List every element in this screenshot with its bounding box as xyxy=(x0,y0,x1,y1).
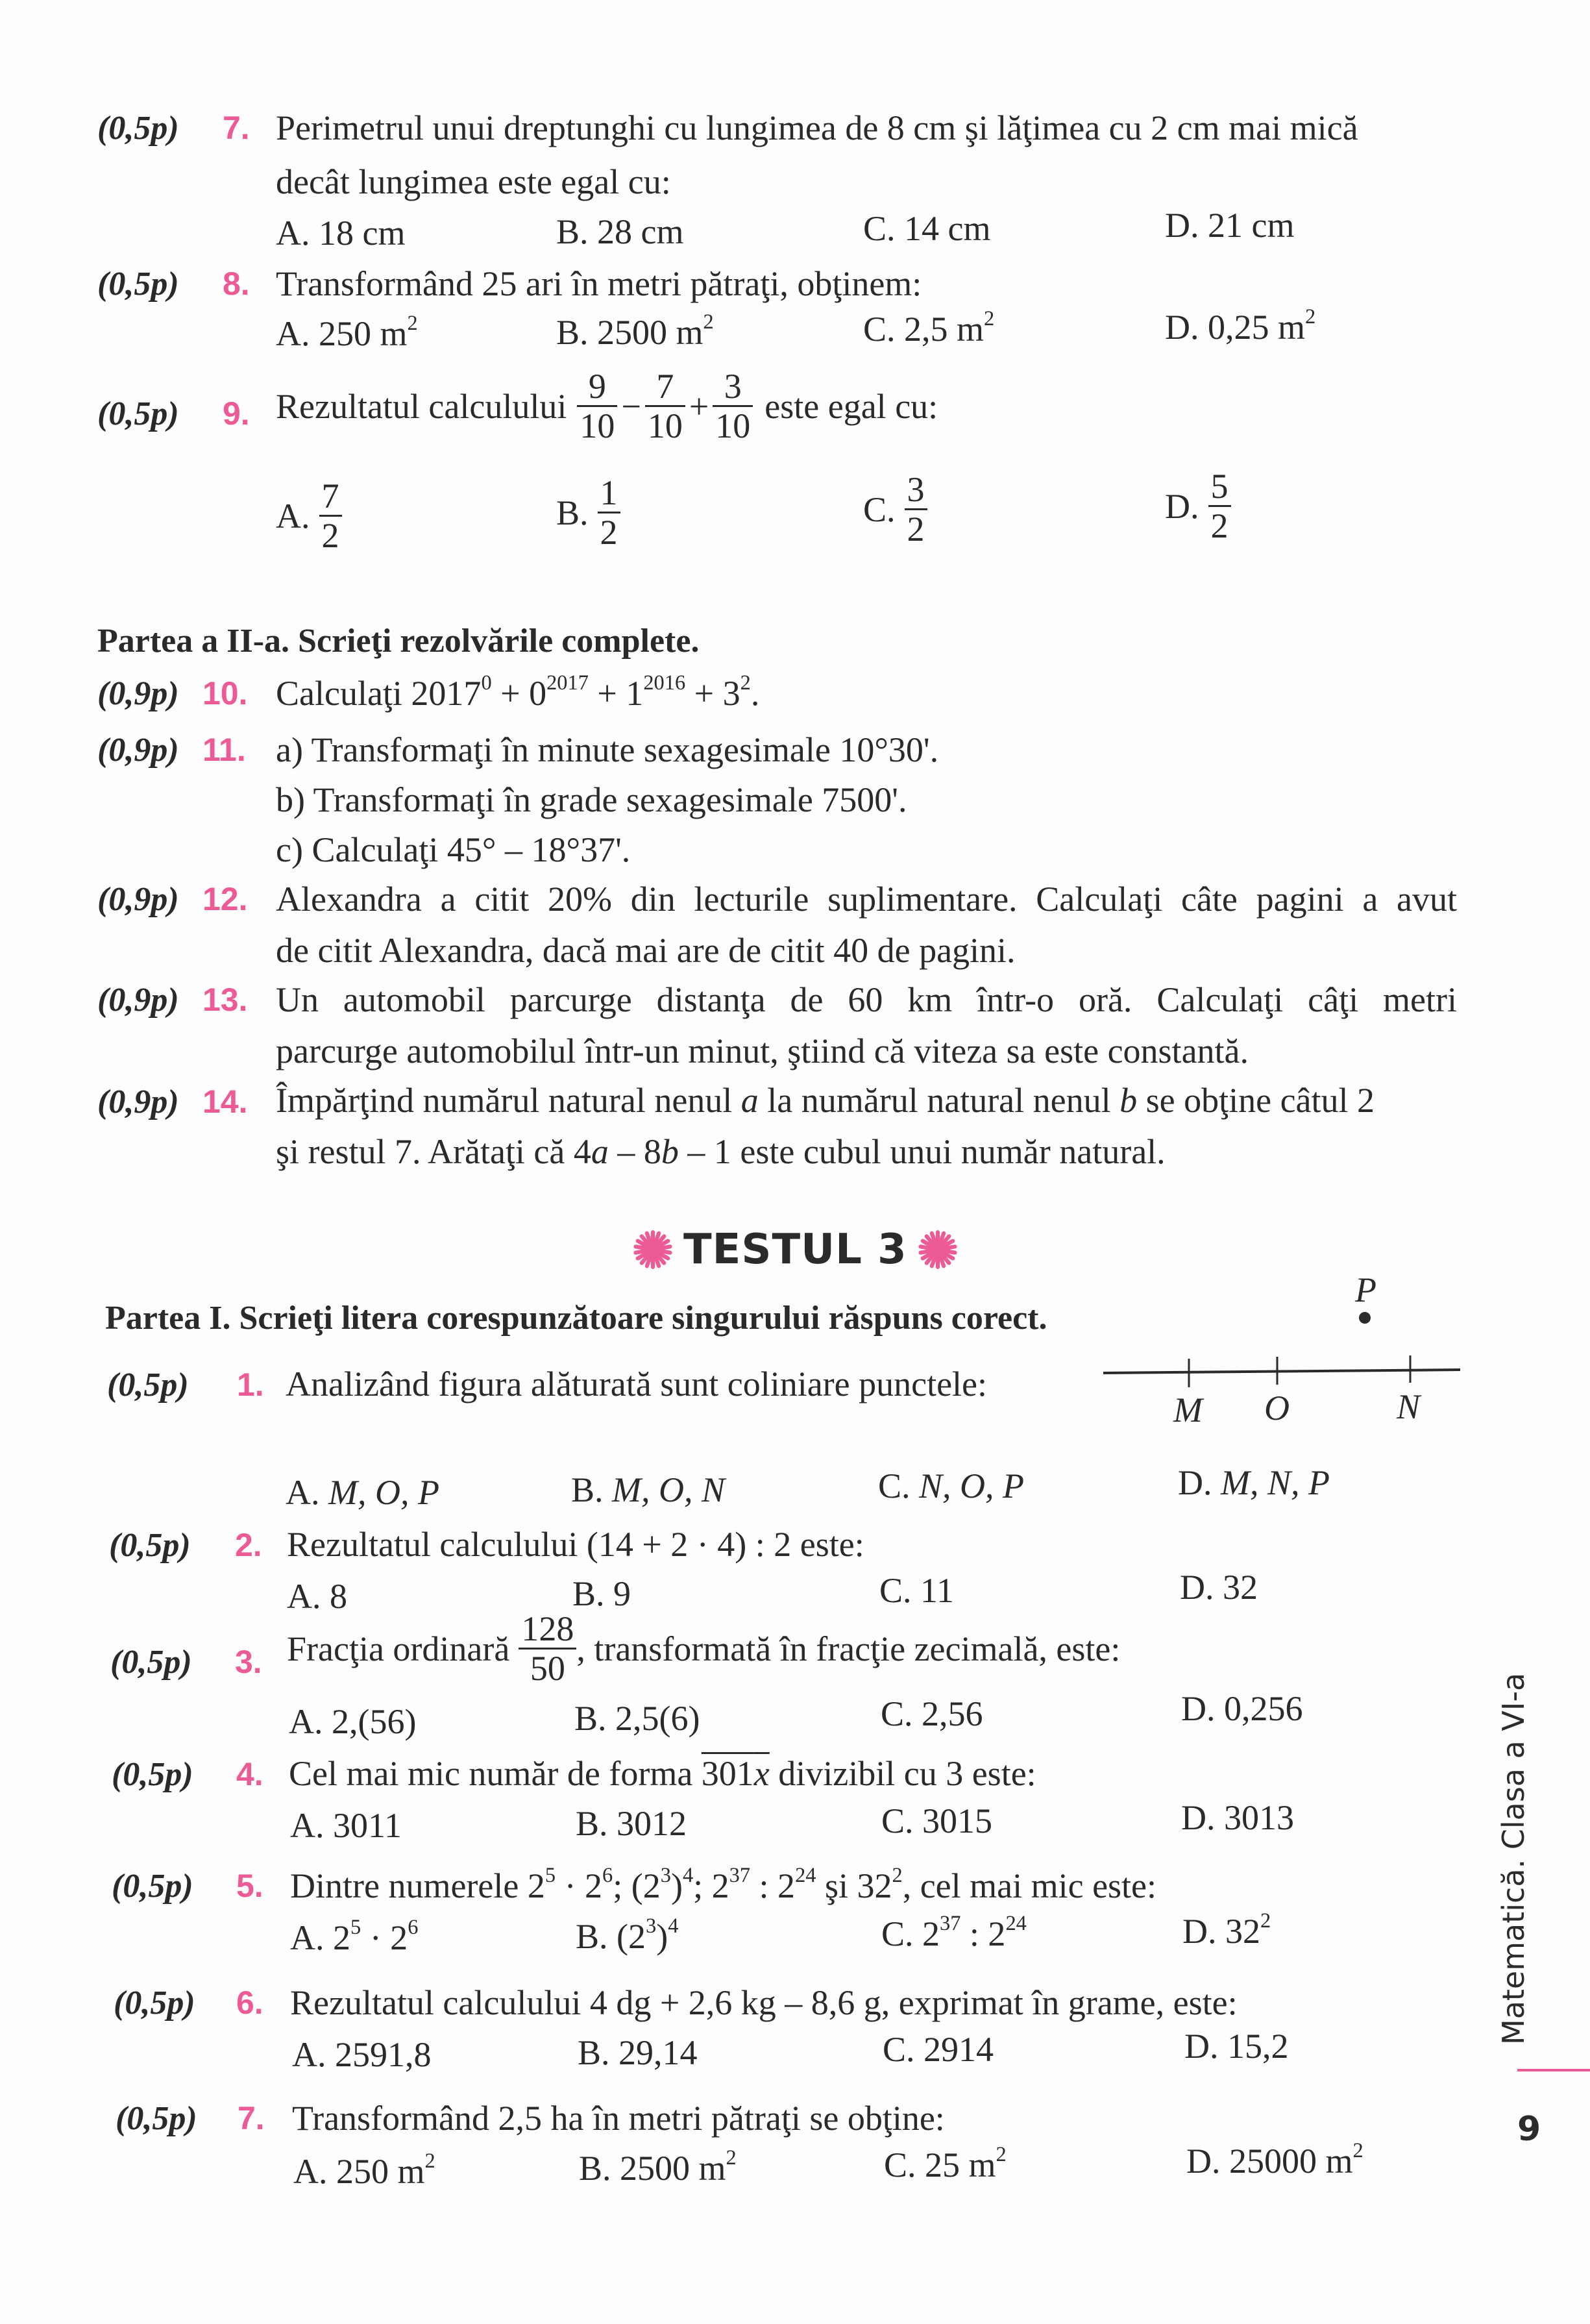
text-part: D. 32 xyxy=(1182,1912,1260,1951)
option-d xyxy=(1165,467,1235,545)
text-part: : 2 xyxy=(750,1866,796,1905)
exponent: 2 xyxy=(726,2145,737,2169)
option-d: D. 32 xyxy=(1180,1568,1258,1607)
option-c: C. 14 cm xyxy=(863,209,991,248)
label-p: P xyxy=(1355,1270,1376,1309)
option-letter: A. xyxy=(286,1473,320,1512)
option-b: B. 3012 xyxy=(576,1804,687,1843)
option-value: C. 25 m xyxy=(884,2145,996,2184)
option-c: C. 3015 xyxy=(881,1801,993,1840)
question-text: Perimetrul unui dreptunghi cu lungimea de 8 cm şi lăţimea cu 2 cm mai mică xyxy=(276,108,1358,147)
option-d: D. 3013 xyxy=(1181,1798,1294,1837)
exponent: 2 xyxy=(703,310,714,334)
option-c: C. 2914 xyxy=(883,2030,994,2069)
text-part: ) xyxy=(670,1866,683,1905)
fraction xyxy=(1208,467,1231,545)
subquestion-a: a) Transformaţi în minute sexagesimale 10°30'. xyxy=(276,730,939,769)
option-d: D. 15,2 xyxy=(1184,2027,1289,2066)
exponent: 3 xyxy=(646,1914,657,1938)
variable: a xyxy=(591,1132,609,1171)
label-n: N xyxy=(1397,1387,1421,1425)
score-label: (0,5p) xyxy=(107,1366,189,1403)
option-b: B. 2,5(6) xyxy=(574,1699,700,1738)
overlined-number xyxy=(702,1754,770,1793)
variable: a xyxy=(740,1081,759,1120)
numerator: 3 xyxy=(907,470,925,509)
option-a xyxy=(293,2149,435,2191)
book-title: Matematică. Clasa a VI-a xyxy=(1496,1672,1531,2045)
subquestion-b: b) Transformaţi în grade sexagesimale 7500'. xyxy=(276,780,907,819)
section-heading: Partea I. Scrieţi litera corespunzătoare singurului răspuns corect. xyxy=(105,1300,1047,1337)
flower-icon xyxy=(918,1230,958,1270)
test-title-text: TESTUL 3 xyxy=(683,1226,907,1274)
question-number: 3. xyxy=(235,1644,262,1680)
option-c: C. 11 xyxy=(879,1571,955,1610)
option-letter: D. xyxy=(1165,486,1199,526)
score-label: (0,5p) xyxy=(112,1756,193,1793)
option-c xyxy=(863,471,931,548)
question-number: 6. xyxy=(236,1984,263,2021)
option-c xyxy=(881,1911,1027,1953)
exponent: 2 xyxy=(1260,1909,1271,1933)
question-text: parcurge automobilul într-un minut, ştiind că viteza sa este constantă. xyxy=(276,1032,1249,1070)
denominator: 10 xyxy=(647,406,683,445)
score-label: (0,5p) xyxy=(97,110,179,147)
exponent: 5 xyxy=(544,1863,556,1887)
option-a xyxy=(290,1915,419,1957)
exponent: 4 xyxy=(682,1863,694,1887)
text-part: + 3 xyxy=(685,674,740,713)
text-part: ) xyxy=(656,1917,668,1956)
numerator: 3 xyxy=(724,367,742,406)
option-letter: A. xyxy=(276,496,310,536)
question-number: 7. xyxy=(238,2100,265,2136)
fraction xyxy=(645,367,685,445)
question-text: Rezultatul calculului (14 + 2 · 4) : 2 este: xyxy=(287,1525,864,1564)
question-text xyxy=(276,1083,1375,1118)
question-text: de citit Alexandra, dacă mai are de citit 40 de pagini. xyxy=(276,931,1016,970)
score-label: (0,9p) xyxy=(97,732,179,769)
question-text xyxy=(276,367,938,445)
question-number: 9. xyxy=(223,395,250,432)
numerator: 128 xyxy=(521,1609,574,1648)
question-text xyxy=(290,1863,1157,1905)
option-b: B. 28 cm xyxy=(556,212,684,251)
question-text xyxy=(276,1134,1166,1169)
question-number: 12. xyxy=(202,881,248,917)
exponent: 2 xyxy=(1352,2138,1364,2162)
option-letter: B. xyxy=(556,493,589,532)
option-b: B. 9 xyxy=(572,1574,631,1613)
subquestion-c: c) Calculaţi 45° – 18°37'. xyxy=(276,830,631,869)
label-o: O xyxy=(1264,1389,1290,1425)
text-part: + 1 xyxy=(588,674,644,713)
question-text xyxy=(276,671,760,713)
question-prefix: Fracţia ordinară xyxy=(287,1629,510,1668)
exponent: 2 xyxy=(424,2149,435,2173)
exponent: 5 xyxy=(350,1915,361,1939)
option-d xyxy=(1178,1465,1330,1500)
question-number: 11. xyxy=(202,732,246,768)
score-label: (0,5p) xyxy=(97,395,179,432)
exponent: 37 xyxy=(940,1911,961,1935)
variable: b xyxy=(1119,1081,1138,1120)
fraction xyxy=(905,471,927,548)
question-text: Alexandra a citit 20% din lecturile suplimentare. Calculaţi câte pagini a avut xyxy=(276,880,1457,919)
option-letter: D. xyxy=(1178,1463,1212,1502)
denominator: 10 xyxy=(580,406,615,445)
option-value: M, O, N xyxy=(612,1470,726,1509)
text-part: · 2 xyxy=(361,1918,408,1957)
option-b xyxy=(556,474,624,551)
divider xyxy=(1517,2069,1590,2071)
text-part: şi 32 xyxy=(816,1866,892,1905)
exponent: 0 xyxy=(481,671,492,695)
option-value: D. 25000 m xyxy=(1186,2142,1353,2181)
option-letter: C. xyxy=(878,1466,911,1505)
point-p xyxy=(1359,1312,1371,1324)
denominator: 2 xyxy=(321,516,339,555)
question-suffix: divizibil cu 3 este: xyxy=(769,1754,1036,1793)
option-letter: C. xyxy=(863,489,896,529)
exponent: 2 xyxy=(892,1863,903,1887)
exponent: 2017 xyxy=(546,671,589,695)
operator: − xyxy=(621,386,641,426)
option-c xyxy=(863,306,995,349)
text-part: : 2 xyxy=(960,1914,1006,1953)
numerator: 1 xyxy=(600,473,618,512)
exponent: 2 xyxy=(740,671,751,695)
question-text: Transformând 2,5 ha în metri pătraţi se obţine: xyxy=(292,2099,945,2138)
question-text: decât lungimea este egal cu: xyxy=(276,162,671,201)
exponent: 3 xyxy=(660,1863,671,1887)
score-label: (0,9p) xyxy=(97,675,179,712)
score-label: (0,9p) xyxy=(97,1083,179,1120)
page-number: 9 xyxy=(1517,2110,1541,2149)
exponent: 4 xyxy=(668,1914,679,1938)
text-part: Calculaţi 2017 xyxy=(276,674,482,713)
score-label: (0,5p) xyxy=(97,266,179,303)
denominator: 2 xyxy=(907,510,925,549)
option-value: A. 250 m xyxy=(276,314,408,353)
fraction xyxy=(598,474,620,551)
score-label: (0,9p) xyxy=(97,881,179,918)
text-part: · 2 xyxy=(556,1866,603,1905)
variable: x xyxy=(753,1754,770,1793)
fraction xyxy=(319,477,342,554)
option-c xyxy=(884,2142,1007,2184)
question-text xyxy=(287,1610,1120,1687)
exponent: 2 xyxy=(996,2142,1007,2166)
exponent: 2 xyxy=(407,311,418,335)
option-d xyxy=(1165,304,1316,347)
text-part: se obţine câtul 2 xyxy=(1137,1081,1375,1120)
label-m: M xyxy=(1173,1391,1203,1425)
flower-icon xyxy=(633,1230,673,1270)
option-value: C. 2,5 m xyxy=(863,310,985,349)
score-label: (0,5p) xyxy=(116,2100,197,2137)
score-label: (0,9p) xyxy=(97,982,179,1019)
option-letter: B. xyxy=(571,1470,604,1509)
text-part: la numărul natural nenul xyxy=(758,1081,1120,1120)
option-b xyxy=(576,1914,679,1956)
option-b xyxy=(571,1472,725,1507)
option-value: A. 250 m xyxy=(293,2152,425,2191)
score-label: (0,5p) xyxy=(110,1644,192,1681)
option-b: B. 29,14 xyxy=(578,2033,698,2072)
denominator: 2 xyxy=(1210,506,1229,545)
question-prefix: Rezultatul calculului xyxy=(276,386,567,426)
option-a: A. 3011 xyxy=(290,1806,402,1845)
fraction xyxy=(577,367,617,445)
question-number: 5. xyxy=(236,1868,263,1904)
option-value: D. 0,25 m xyxy=(1165,308,1305,347)
text-part: C. 2 xyxy=(881,1914,940,1953)
collinear-points-figure xyxy=(1090,1269,1467,1425)
question-number: 4. xyxy=(236,1756,263,1792)
fraction xyxy=(713,367,753,445)
option-value: B. 2500 m xyxy=(556,313,703,352)
text-part: Dintre numerele 2 xyxy=(290,1866,545,1905)
score-label: (0,5p) xyxy=(109,1527,191,1564)
numerator: 7 xyxy=(656,367,674,406)
numerator: 9 xyxy=(588,367,606,406)
text-part: Împărţind numărul natural nenul xyxy=(276,1081,741,1120)
question-number: 8. xyxy=(223,266,250,302)
denominator: 10 xyxy=(715,406,751,445)
operator: + xyxy=(689,386,709,426)
option-a xyxy=(276,477,346,554)
option-b xyxy=(556,310,714,352)
question-text: Rezultatul calculului 4 dg + 2,6 kg – 8,6 g, exprimat în grame, este: xyxy=(290,1983,1238,2022)
text-part: + 0 xyxy=(491,674,547,713)
option-a xyxy=(286,1475,439,1510)
variable: b xyxy=(661,1132,679,1171)
exponent: 2016 xyxy=(643,671,686,695)
test-title xyxy=(633,1226,958,1274)
exponent: 24 xyxy=(795,1863,816,1887)
option-c: C. 2,56 xyxy=(881,1694,983,1733)
question-number: 2. xyxy=(235,1527,262,1563)
score-label: (0,5p) xyxy=(114,1984,195,2021)
option-value: N, O, P xyxy=(919,1466,1025,1505)
text-part: A. 2 xyxy=(290,1918,350,1957)
question-number: 13. xyxy=(202,982,248,1018)
text-part: – 8 xyxy=(608,1132,661,1171)
option-a: A. 2,(56) xyxy=(289,1702,417,1741)
text-part: , cel mai mic este: xyxy=(902,1866,1157,1905)
text-part: B. (2 xyxy=(576,1917,646,1956)
question-text: Analizând figura alăturată sunt coliniare punctele: xyxy=(286,1365,988,1403)
score-label: (0,5p) xyxy=(112,1868,193,1905)
option-value: M, O, P xyxy=(328,1473,439,1512)
question-prefix: Cel mai mic număr de forma xyxy=(289,1754,702,1793)
option-a: A. 8 xyxy=(287,1577,347,1616)
option-c xyxy=(878,1468,1024,1503)
question-suffix: , transformată în fracţie zecimală, este: xyxy=(576,1629,1121,1668)
numerator: 5 xyxy=(1210,467,1229,506)
option-a xyxy=(276,311,418,353)
text-part: – 1 este cubul unui număr natural. xyxy=(678,1132,1166,1171)
exponent: 6 xyxy=(602,1863,613,1887)
option-d xyxy=(1186,2138,1364,2181)
fraction xyxy=(519,1610,576,1687)
option-d: D. 0,256 xyxy=(1181,1689,1303,1728)
exponent: 6 xyxy=(408,1915,419,1939)
question-number: 7. xyxy=(223,110,250,146)
text-part: ; 2 xyxy=(693,1866,729,1905)
exponent: 2 xyxy=(984,306,995,330)
numerator: 7 xyxy=(321,476,339,515)
question-number: 10. xyxy=(202,675,248,711)
question-suffix: este egal cu: xyxy=(764,386,938,426)
option-b xyxy=(579,2145,737,2188)
denominator: 50 xyxy=(530,1649,565,1688)
option-a: A. 18 cm xyxy=(276,214,406,253)
option-value: M, N, P xyxy=(1221,1463,1330,1502)
option-d: D. 21 cm xyxy=(1165,206,1295,245)
question-number: 14. xyxy=(202,1083,248,1120)
text-part: şi restul 7. Arătaţi că 4 xyxy=(276,1132,591,1171)
question-text: Transformând 25 ari în metri pătraţi, obţinem: xyxy=(276,264,922,303)
question-text: Un automobil parcurge distanţa de 60 km într-o oră. Calculaţi câţi metri xyxy=(276,980,1457,1019)
denominator: 2 xyxy=(600,513,618,552)
option-d xyxy=(1182,1909,1271,1951)
question-text xyxy=(289,1756,1036,1791)
option-a: A. 2591,8 xyxy=(292,2035,432,2074)
exponent: 2 xyxy=(1305,304,1316,328)
text-part: . xyxy=(750,674,760,713)
exponent: 37 xyxy=(729,1863,751,1887)
text-part: ; (2 xyxy=(613,1866,661,1905)
exponent: 24 xyxy=(1005,1911,1027,1935)
section-heading: Partea a II-a. Scrieţi rezolvările complete. xyxy=(97,623,700,660)
question-number: 1. xyxy=(237,1366,264,1403)
line xyxy=(1103,1370,1460,1373)
option-value: B. 2500 m xyxy=(579,2149,726,2188)
digits: 301 xyxy=(701,1754,754,1793)
